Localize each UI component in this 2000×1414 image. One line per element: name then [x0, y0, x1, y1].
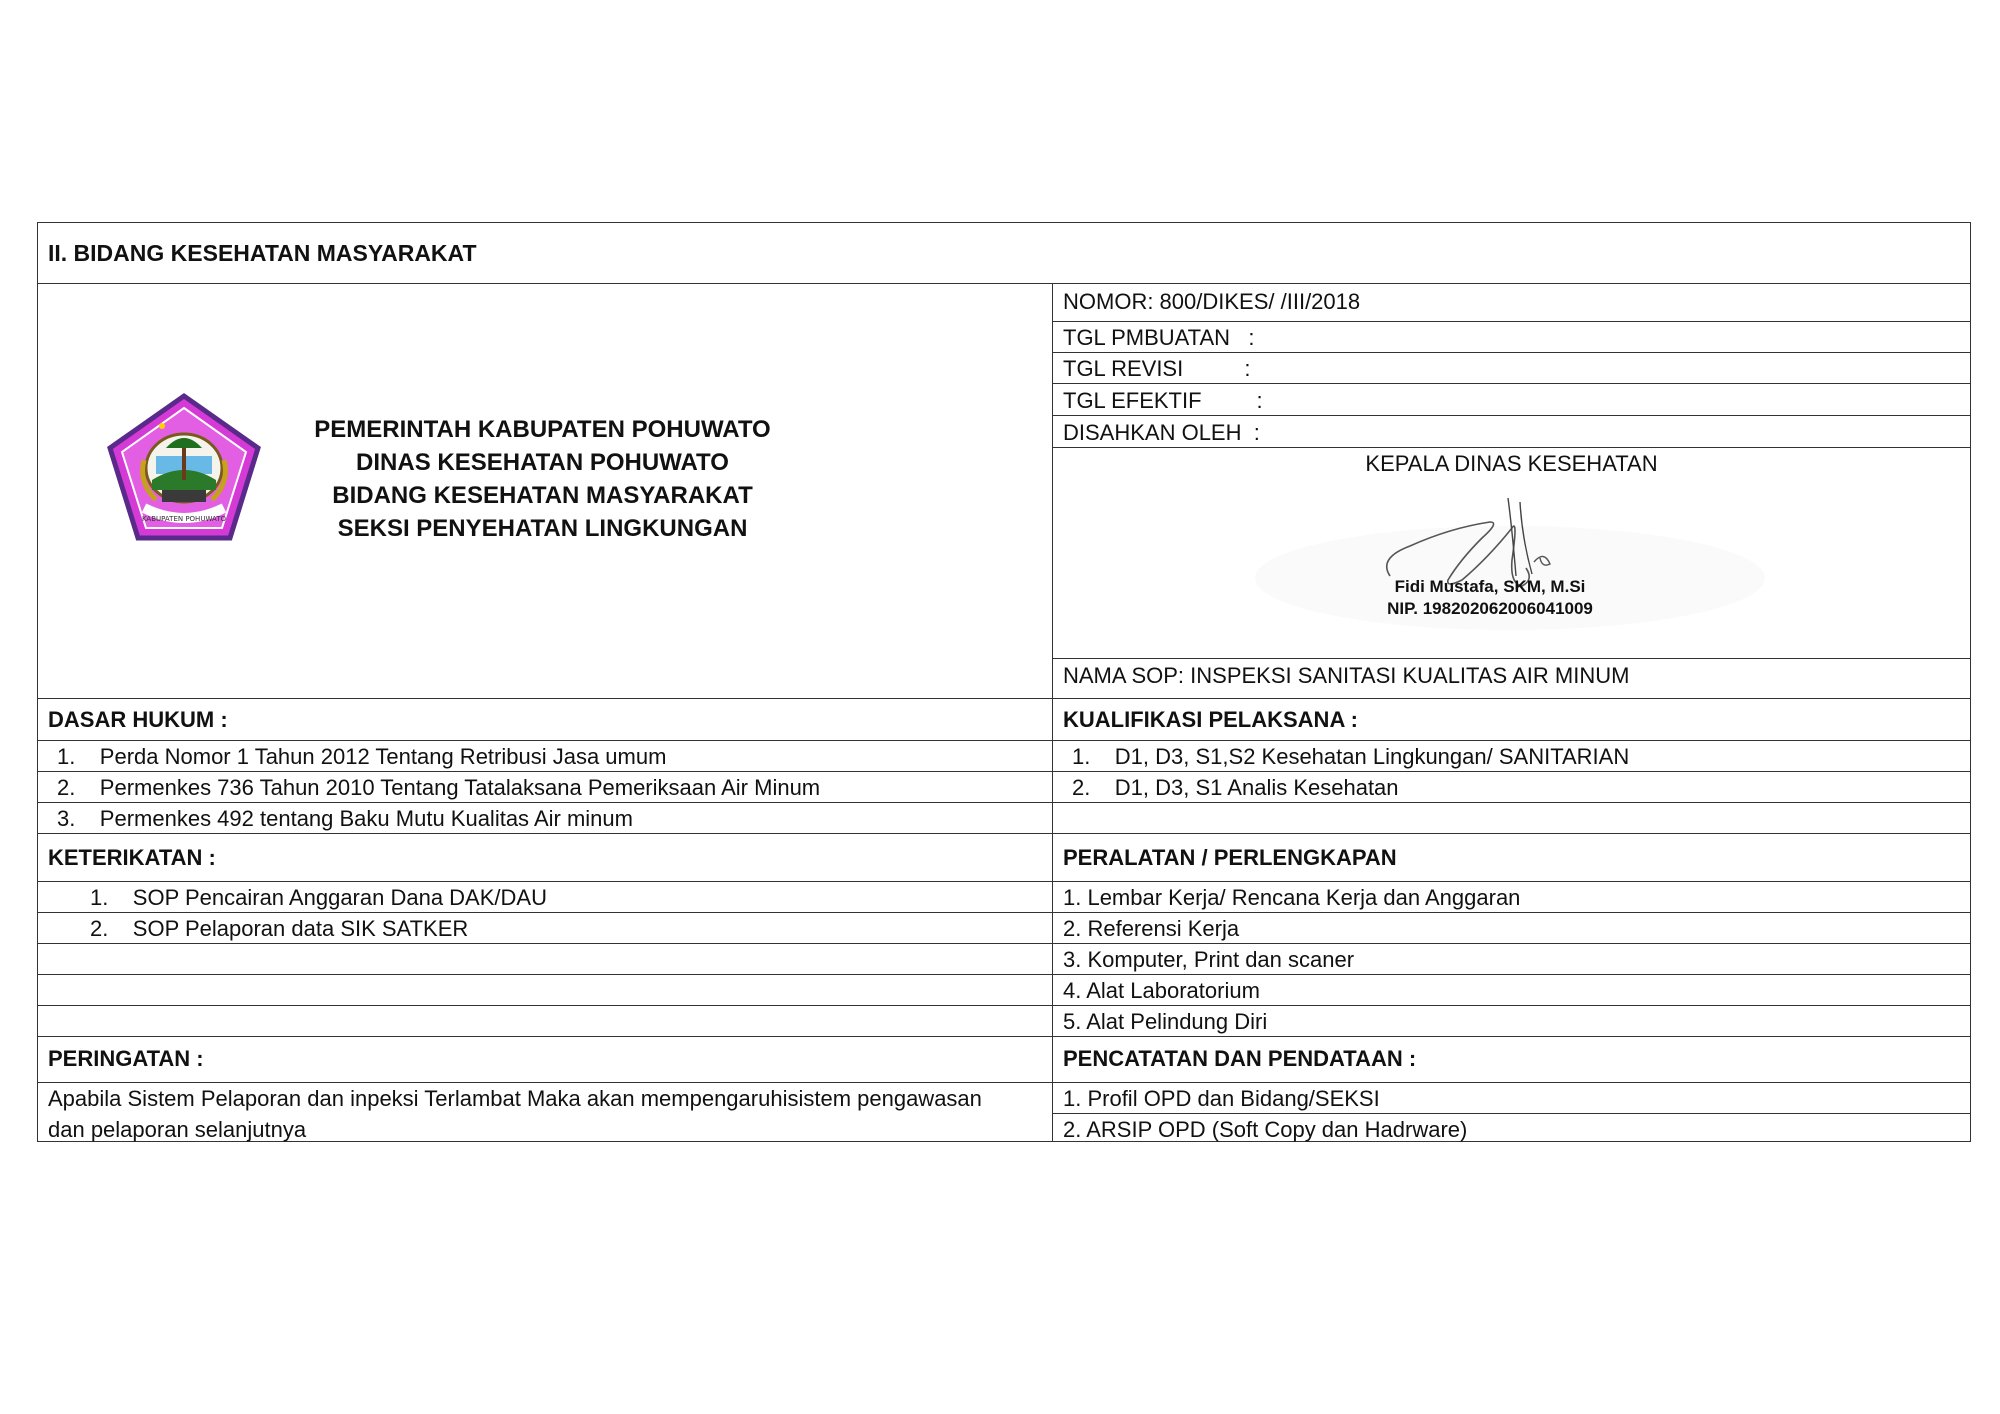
signatory-name: Fidi Mustafa, SKM, M.Si — [1394, 577, 1586, 596]
peralatan-item: 1. Lembar Kerja/ Rencana Kerja dan Anggaran — [1063, 885, 1521, 910]
pencatatan-item: 1. Profil OPD dan Bidang/SEKSI — [1063, 1086, 1380, 1111]
kualifikasi-title: KUALIFIKASI PELAKSANA : — [1063, 707, 1358, 732]
nama-sop-field: NAMA SOP: INSPEKSI SANITASI KUALITAS AIR MINUM — [1063, 663, 1630, 688]
divider — [37, 881, 1971, 882]
header-line-2: DINAS KESEHATAN POHUWATO — [356, 449, 729, 476]
tgl-efektif-field: TGL EFEKTIF : — [1063, 388, 1263, 413]
divider — [1052, 415, 1971, 416]
keterikatan-item: 1. SOP Pencairan Anggaran Dana DAK/DAU — [90, 885, 547, 910]
dasar-hukum-item: 2. Permenkes 736 Tahun 2010 Tentang Tatalaksana Pemeriksaan Air Minum — [57, 775, 821, 800]
divider — [1052, 321, 1971, 322]
header-line-1: PEMERINTAH KABUPATEN POHUWATO — [314, 416, 771, 443]
divider — [37, 1082, 1971, 1083]
peringatan-text-line-1: Apabila Sistem Pelaporan dan inpeksi Terlambat Maka akan mempengaruhisistem pengawasan — [48, 1086, 982, 1111]
divider — [37, 974, 1971, 975]
peralatan-title: PERALATAN / PERLENGKAPAN — [1063, 845, 1397, 870]
peringatan-title: PERINGATAN : — [48, 1046, 204, 1071]
keterikatan-item: 2. SOP Pelaporan data SIK SATKER — [90, 916, 469, 941]
divider — [37, 833, 1971, 834]
header-line-4: SEKSI PENYEHATAN LINGKUNGAN — [337, 515, 748, 542]
logo-banner-text: KABUPATEN POHUWATO — [141, 515, 227, 523]
peralatan-item: 4. Alat Laboratorium — [1063, 978, 1260, 1003]
dasar-hukum-item: 1. Perda Nomor 1 Tahun 2012 Tentang Retribusi Jasa umum — [57, 744, 667, 769]
organization-header — [250, 413, 835, 545]
signatory-block — [1340, 576, 1640, 620]
divider — [37, 283, 1971, 284]
section-title: II. BIDANG KESEHATAN MASYARAKAT — [48, 240, 477, 266]
kabupaten-pohuwato-emblem-icon — [104, 390, 264, 550]
divider — [1052, 1113, 1971, 1114]
divider — [37, 740, 1971, 741]
divider — [37, 698, 1971, 699]
divider — [1052, 352, 1971, 353]
divider — [1052, 447, 1971, 448]
peralatan-item: 5. Alat Pelindung Diri — [1063, 1009, 1268, 1034]
divider — [37, 771, 1971, 772]
tgl-pembuatan-field: TGL PMBUATAN : — [1063, 325, 1255, 350]
column-divider — [1052, 283, 1053, 1142]
tgl-revisi-field: TGL REVISI : — [1063, 356, 1251, 381]
divider — [37, 1036, 1971, 1037]
divider — [37, 1005, 1971, 1006]
kualifikasi-item: 1. D1, D3, S1,S2 Kesehatan Lingkungan/ SANITARIAN — [1072, 744, 1630, 769]
signatory-nip: NIP. 198202062006041009 — [1387, 599, 1593, 618]
pencatatan-title: PENCATATAN DAN PENDATAAN : — [1063, 1046, 1417, 1071]
dasar-hukum-title: DASAR HUKUM : — [48, 707, 228, 732]
pencatatan-item: 2. ARSIP OPD (Soft Copy dan Hadrware) — [1063, 1117, 1468, 1142]
peringatan-text-line-2: dan pelaporan selanjutnya — [48, 1117, 307, 1142]
jabatan-label: KEPALA DINAS KESEHATAN — [1365, 451, 1658, 476]
keterikatan-title: KETERIKATAN : — [48, 845, 216, 870]
peralatan-item: 2. Referensi Kerja — [1063, 916, 1240, 941]
divider — [37, 943, 1971, 944]
divider — [1052, 383, 1971, 384]
divider — [37, 912, 1971, 913]
disahkan-oleh-field: DISAHKAN OLEH : — [1063, 420, 1260, 445]
peralatan-item: 3. Komputer, Print dan scaner — [1063, 947, 1355, 972]
header-line-3: BIDANG KESEHATAN MASYARAKAT — [332, 482, 753, 509]
sop-document-table — [37, 222, 1971, 1142]
divider — [1052, 658, 1971, 659]
divider — [37, 802, 1971, 803]
dasar-hukum-item: 3. Permenkes 492 tentang Baku Mutu Kualitas Air minum — [57, 806, 633, 831]
kualifikasi-item: 2. D1, D3, S1 Analis Kesehatan — [1072, 775, 1399, 800]
nomor-field: NOMOR: 800/DIKES/ /III/2018 — [1063, 289, 1361, 314]
